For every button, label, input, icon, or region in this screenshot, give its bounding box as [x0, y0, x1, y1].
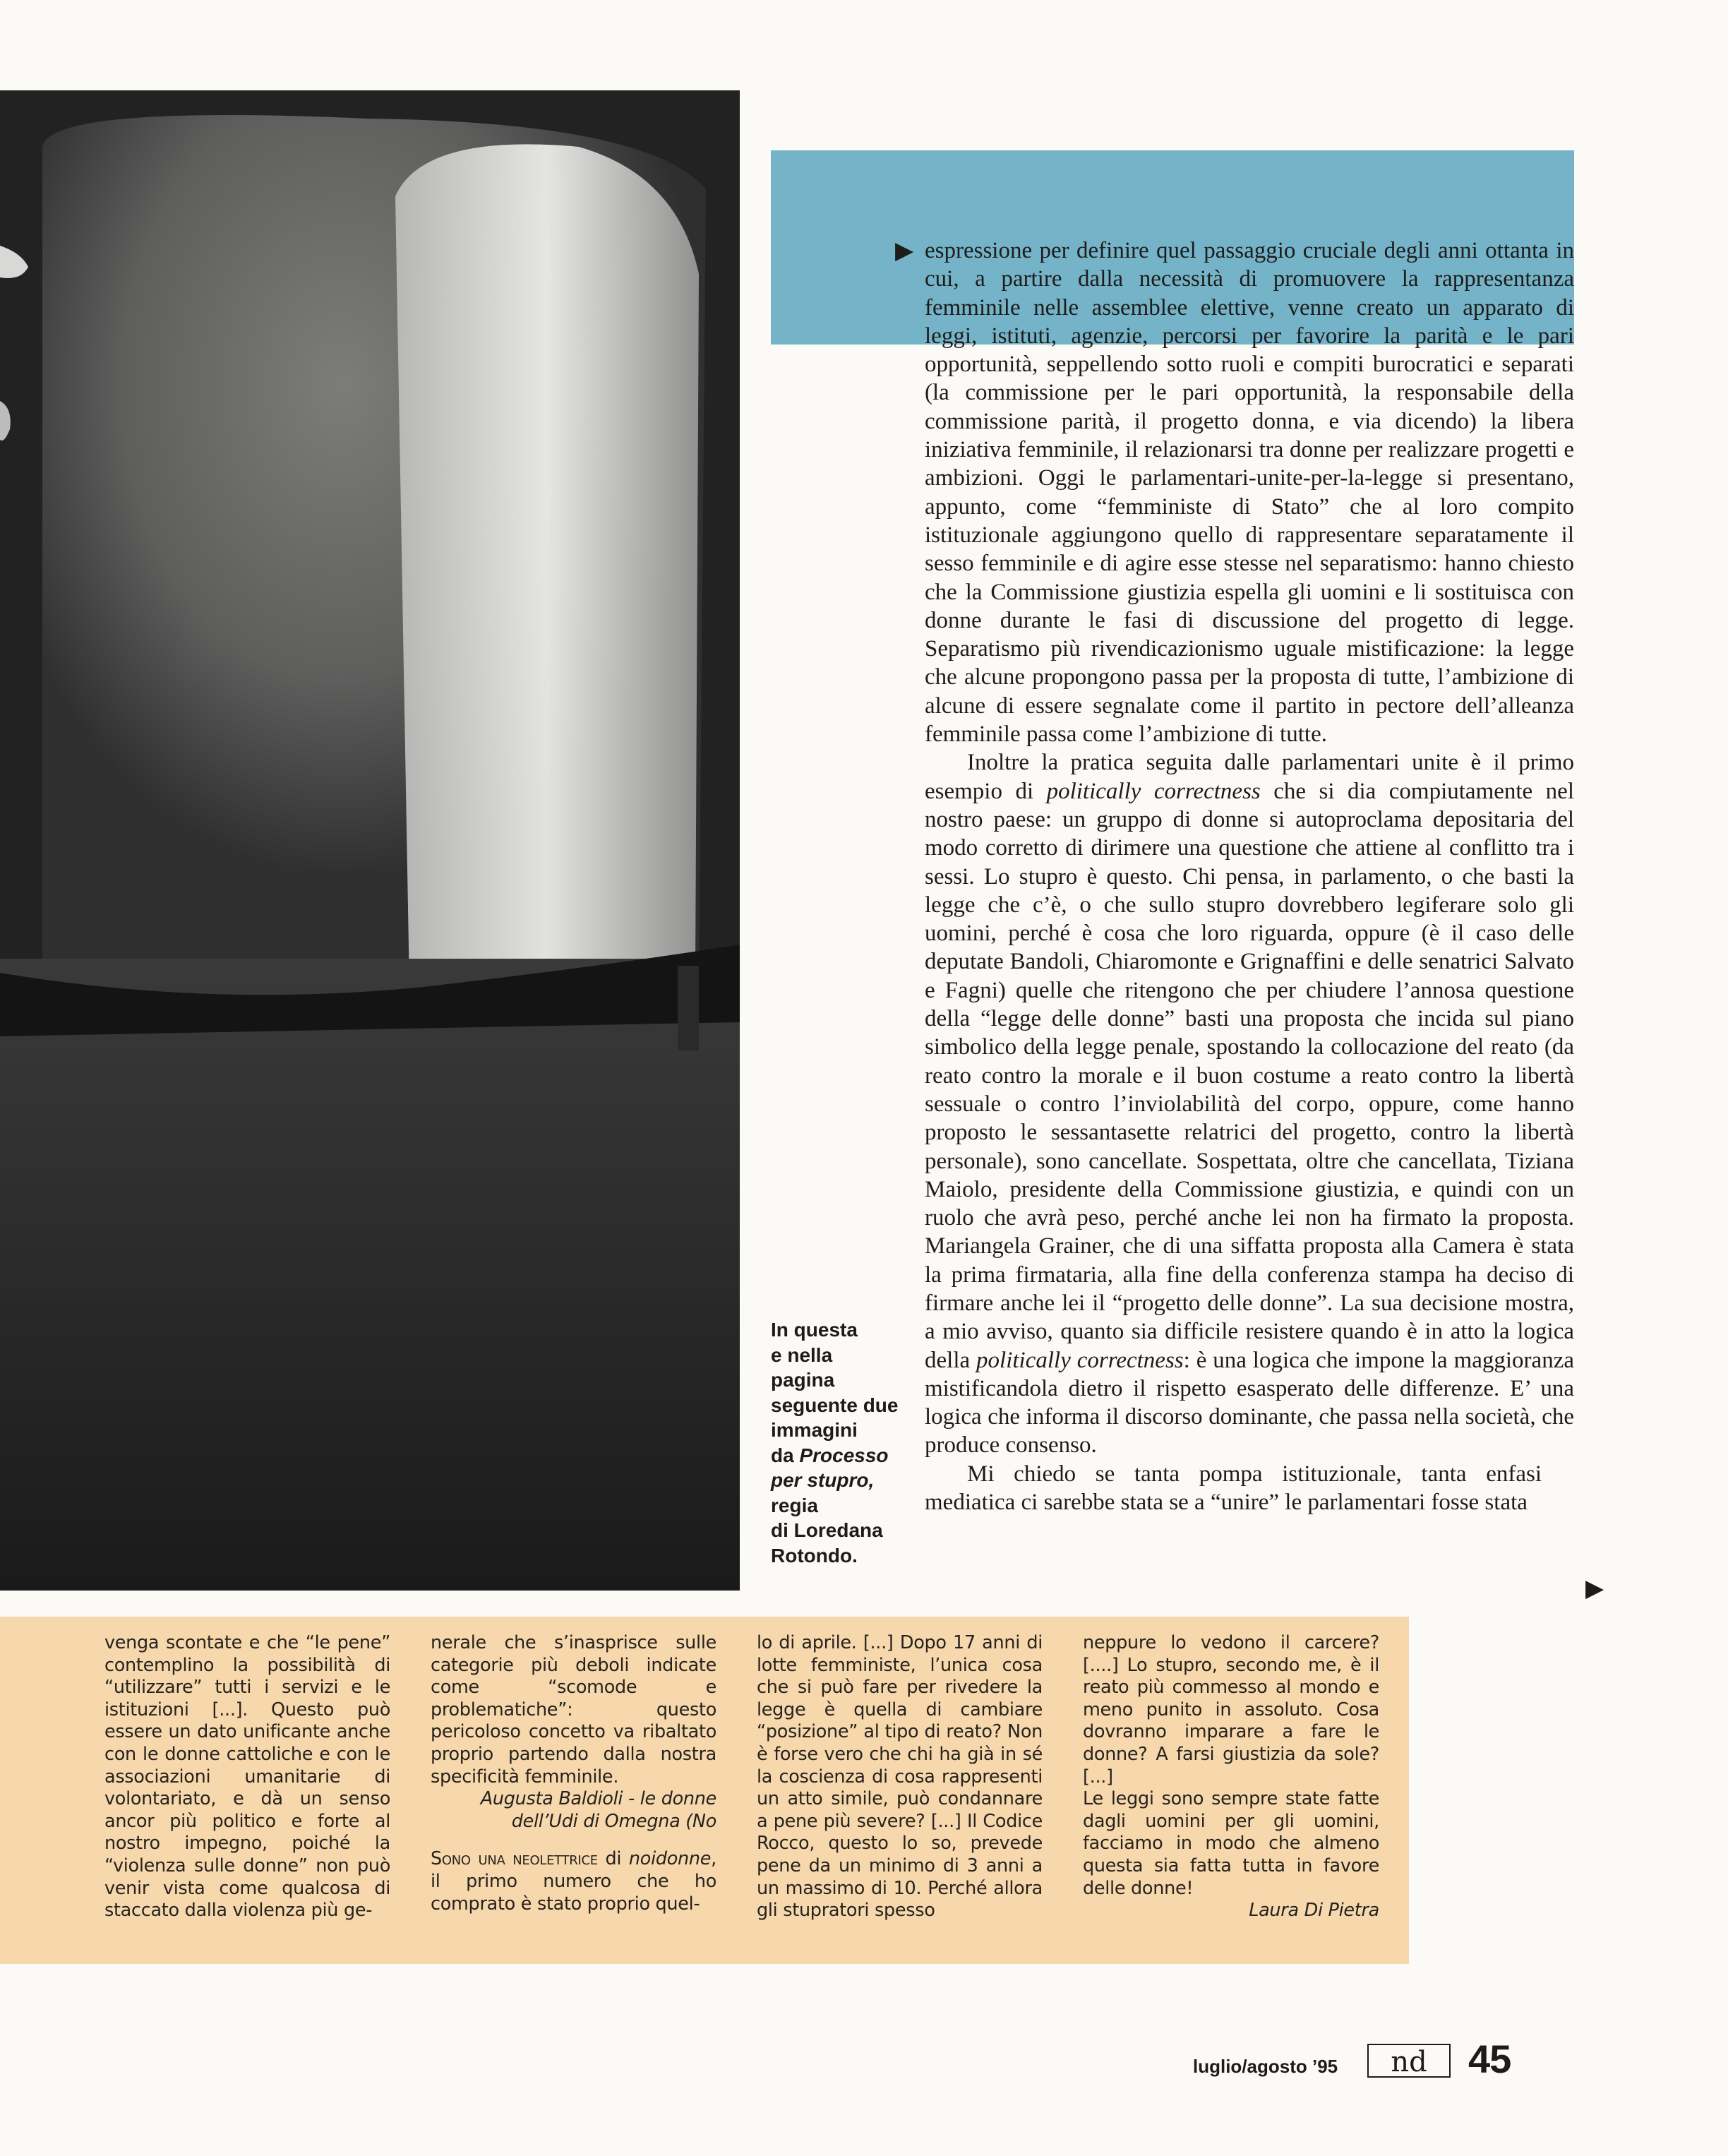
letters-column: neppure lo vedono il carcere? [....] Lo stupro, secondo me, è il reato più commesso al mondo e meno punito in assoluto. Cosa dovranno imparare a fare le donne? A farsi giustizia da sole? [...] Le leggi sono sempre state fatte dagli uomini per gli uomini, facciamo in modo che almeno questa sia fatta tutta in favore delle donne! Laura Di Pietra [1083, 1632, 1379, 1922]
svg-text:nd: nd [1391, 2046, 1427, 2078]
issue-date: luglio/agosto ’95 [1193, 2056, 1338, 2077]
article-paragraph: Mi chiedo se tanta pompa istituzionale, tanta enfasi mediatica ci sarebbe stata se a “unire” le parlamentari fosse stata [925, 1461, 1542, 1516]
play-arrow-icon: ▶ [895, 236, 914, 265]
letter-signature: Laura Di Pietra [1249, 1900, 1379, 1922]
letters-column: lo di aprile. [...] Dopo 17 anni di lotte femministe, l’unica cosa che si può fare per rivedere la legge è quella di cambiare “posizione” al tipo di reato? Non è forse vero che chi ha già in sé la coscienza di cosa rappresenti un atto simile, può condannare a pene più severe? [...] Il Codice Rocco, questo lo so, prevede pene da un minimo di 3 anni a un massimo di 10. Perché allora gli stupratori spesso [757, 1632, 1043, 1922]
readers-letters-panel [0, 1617, 1409, 1964]
play-arrow-icon: ▶ [1585, 1574, 1604, 1603]
magazine-logo [1367, 2043, 1451, 2078]
film-still-image [0, 90, 740, 1591]
article-paragraph: espressione per definire quel passaggio cruciale degli anni ottanta in cui, a partire dalla necessità di promuovere la rappresentanza femminile nelle assemblee elettive, venne creato un apparato di leggi, istituti, agenzie, percorsi per favorire la parità e le pari opportunità, seppellendo sotto ruoli e compiti burocratici e separati (la commissione per le pari opportunità, la responsabile della commissione parità, il progetto donna, e via dicendo) la libera iniziativa femminile, il relazionarsi tra donne per realizzare progetti e ambizioni. Oggi le parlamentari-unite-per-la-legge si presentano, appunto, come “femministe di Stato” che al loro compito istituzionale aggiungono quello di rappresentare separatamente il sesso femminile e di agire esse stesse nel separatismo: hanno chiesto che la Commissione giustizia espella gli uomini e li sostituisca con donne durante le fasi di discussione del progetto di legge. Separatismo più rivendicazionismo uguale mistificazione: la legge che alcune propongono passa per la proposta di tutte, l’ambizione di alcune di essere segnalate come il partito in pectore dell’alleanza femminile passa come l’ambizione di tutte. [925, 238, 1574, 748]
photo-caption: In questa e nella pagina seguente due immagini da Processo per stupro, regia di Loredana Rotondo. [771, 1319, 899, 1567]
letters-column: venga scontate e che “le pene” contemplino la possibilità di “utilizzare” tutti i servizi e le istituzioni [...]. Questo può essere un dato unificante anche con le donne cattoliche e con le associazioni umanitarie di volontariato, e dà un senso ancor più politico e forte al nostro impegno, poiché la “violenza sulle donne” non può venir vista come qualcosa di staccato dalla violenza più ge- [104, 1632, 390, 1922]
page-number: 45 [1468, 2037, 1511, 2081]
article-paragraph: Inoltre la pratica seguita dalle parlamentari unite è il primo esempio di politically correctness che si dia compiutamente nel nostro paese: un gruppo di donne si autoproclama depositaria del modo corretto di dirimere una questione che attiene al conflitto tra i sessi. Lo stupro è questo. Chi pensa, in parlamento, o che basti la legge che c’è, o che sullo stupro dovrebbero legiferare solo gli uomini, perché è cosa che loro riguarda, oppure (è il caso delle deputate Bandoli, Chiaromonte e Grignaffini e delle senatrici Salvato e Fagni) quelle che ritengono che per chiudere l’annosa questione della “legge delle donne” basti una proposta che incida sul piano simbolico della legge penale, spostando la collocazione del reato (da reato contro la morale e il buon costume a reato contro la libertà sessuale o contro l’inviolabilità del corpo, oppure, come hanno proposto le sessantasette relatrici del progetto, contro la libertà personale), sono cancellate. Sospettata, oltre che cancellata, Tiziana Maiolo, presidente della Commissione giustizia, e quindi con un ruolo che avrà peso, perché anche lei non ha firmato la proposta. Mariangela Grainer, che di una siffatta proposta alla Camera è stata la prima firmataria, alla fine della conferenza stampa ha deciso di firmare anche lei il “progetto delle donne”. La sua decisione mostra, a mio avviso, quanto sia difficile resistere quando è in atto la logica della politically correctness: è una logica che impone la maggioranza mistificandola dietro il rispetto esasperato delle differenze. E’ una logica che informa il discorso dominante, che passa nella società, che produce consenso. [925, 750, 1574, 1459]
letter-signature: Augusta Baldioli - le donne dell’Udi di Omegna (No [480, 1788, 716, 1832]
letters-column: nerale che s’inasprisce sulle categorie più deboli indicate come “scomode e problematiche”: questo pericoloso concetto va ribaltato proprio partendo dalla nostra specificità femminile. Augusta Baldioli - le donne dell’Udi di Omegna (No Sono una neolettrice di noidonne, il primo numero che ho comprato è stato proprio quel- [431, 1632, 716, 1915]
film-still-photo [0, 90, 740, 1591]
article-body [925, 236, 1574, 1516]
